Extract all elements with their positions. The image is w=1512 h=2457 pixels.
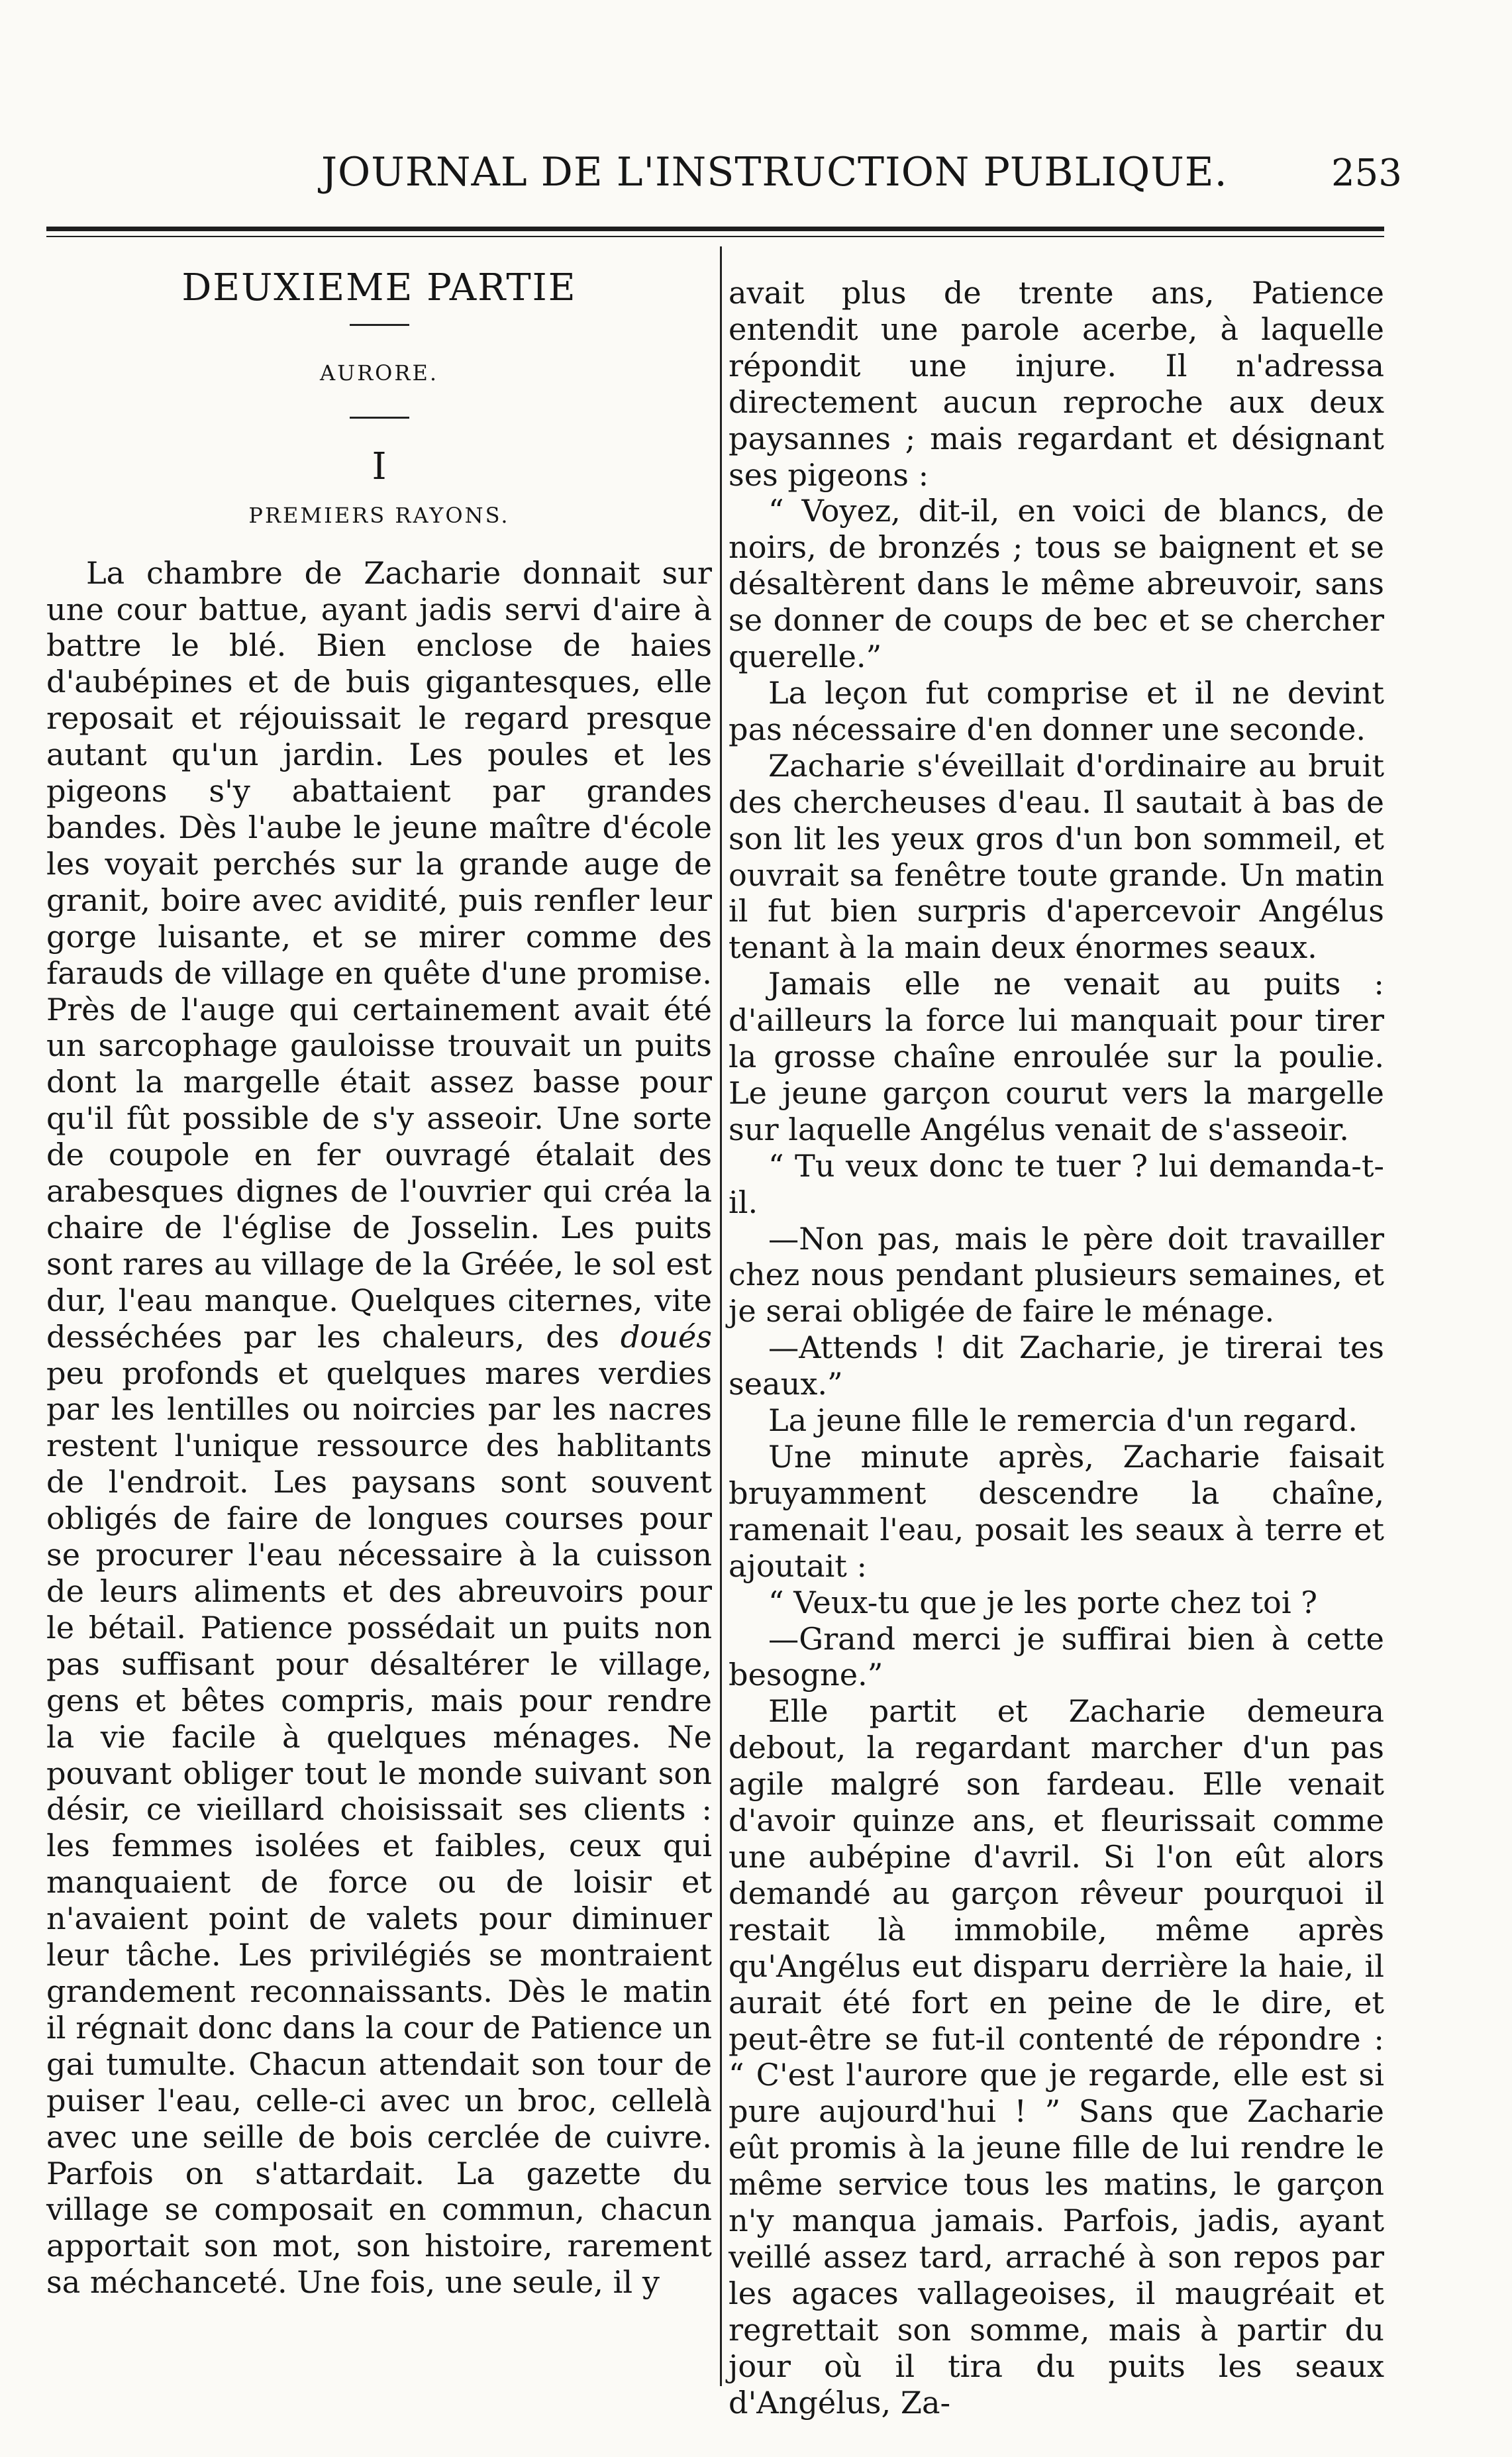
paragraph: Une minute après, Zacharie faisait bruyamment descendre la chaîne, ramenait l'eau, posait les seaux à terre et ajoutait :	[729, 1439, 1384, 1584]
paragraph: —Grand merci je suffirai bien à cette besogne.”	[729, 1620, 1384, 1693]
header-rule-thin	[46, 236, 1384, 237]
italic-word: doués	[620, 1318, 712, 1355]
paragraph: avait plus de trente ans, Patience entendit une parole acerbe, à laquelle répondit une injure. Il n'adressa directement aucun reproche aux deux paysannes ; mais regardant et désignant ses pigeons :	[729, 275, 1384, 493]
paragraph: “ Veux-tu que je les porte chez toi ?	[768, 1584, 1318, 1620]
paragraph: “ Tu veux donc te tuer ? lui demanda-t-il.	[729, 1147, 1384, 1220]
running-header	[0, 136, 1512, 195]
chapter-number: I	[372, 444, 387, 488]
paragraph: La leçon fut comprise et il ne devint pas nécessaire d'en donner une seconde.	[729, 674, 1384, 747]
right-column	[729, 275, 1384, 2421]
column-divider	[720, 246, 722, 2386]
paragraph: La jeune fille le remercia d'un regard.	[768, 1402, 1358, 1439]
paragraph: “ Voyez, dit-il, en voici de blancs, de noirs, de bronzés ; tous se baignent et se désaltèrent dans le même abreuvoir, sans se donner de coups de bec et se chercher querelle.”	[729, 493, 1384, 675]
paragraph: —Non pas, mais le père doit travailler chez nous pendant plusieurs semaines, et je serai obligée de faire le ménage.	[729, 1220, 1384, 1330]
journal-title: JOURNAL DE L'INSTRUCTION PUBLIQUE.	[321, 149, 1228, 195]
part-title: DEUXIEME PARTIE	[181, 266, 577, 309]
paragraph: Jamais elle ne venait au puits : d'ailleurs la force lui manquait pour tirer la grosse chaîne enroulée sur la poulie. Le jeune garçon courut vers la margelle sur laquelle Angélus venait de s'asseoir.	[729, 966, 1384, 1147]
section-subtitle: AURORE.	[319, 360, 439, 386]
chapter-title: PREMIERS RAYONS.	[248, 502, 510, 528]
paragraph: Zacharie s'éveillait d'ordinaire au bruit des chercheuses d'eau. Il sautait à bas de son lit les yeux gros d'un bon sommeil, et ouvrait sa fenêtre toute grande. Un matin il fut bien surpris d'apercevoir Angélus tenant à la main deux énormes seaux.	[729, 747, 1384, 966]
header-rule	[46, 227, 1384, 231]
subtitle-separator	[350, 417, 409, 419]
paragraph: La chambre de Zacharie donnait sur une cour battue, ayant jadis servi d'aire à battre le blé. Bien enclose de haies d'aubépines et de buis gigantesques, elle reposait et réjouissait le regard presque autant qu'un jardin. Les poules et les pigeons s'y abattaient par grandes bandes. Dès l'aube le jeune maître d'école les voyait perchés sur la grande auge de granit, boire avec avidité, puis renfler leur gorge luisante, et se mirer comme des farauds de village en quête d'une promise. Près de l'auge qui certainement avait été un sarcophage gauloisse trouvait un puits dont la margelle était assez basse pour qu'il fût possible de s'y asseoir. Une sorte de coupole en fer ouvragé étalait des arabesques dignes de l'ouvrier qui créa la chaire de l'église de Josselin. Les puits sont rares au village de la Gréée, le sol est dur, l'eau manque. Quelques citernes, vite desséchées par les chaleurs, des doués peu profonds et quelques mares verdies par les lentilles ou noircies par les nacres restent l'unique ressource des hablitants de l'endroit. Les paysans sont souvent obligés de faire de longues courses pour se procurer l'eau nécessaire à la cuisson de leurs aliments et des abreuvoirs pour le bétail. Patience possédait un puits non pas suffisant pour désaltérer le village, gens et bêtes compris, mais pour rendre la vie facile à quelques ménages. Ne pouvant obliger tout le monde suivant son désir, ce vieillard choisissait ses clients : les femmes isolées et faibles, ceux qui manquaient de force ou de loisir et n'avaient point de valets pour diminuer leur tâche. Les privilégiés se montraient grandement reconnaissants. Dès le matin il régnait donc dans la cour de Patience un gai tumulte. Chacun attendait son tour de puiser l'eau, celle-ci avec un broc, cellelà avec une seille de bois cerclée de cuivre. Parfois on s'attardait. La gazette du village se composait en commun, chacun apportait son mot, son histoire, rarement sa méchanceté. Une fois, une seule, il y	[46, 554, 712, 2301]
paragraph: —Attends ! dit Zacharie, je tirerai tes seaux.”	[729, 1330, 1384, 1402]
left-column	[46, 265, 712, 2301]
page-number: 253	[1331, 152, 1402, 195]
title-separator	[350, 324, 409, 326]
paragraph: Elle partit et Zacharie demeura debout, la regardant marcher d'un pas agile malgré son fardeau. Elle venait d'avoir quinze ans, et fleurissait comme une aubépine d'avril. Si l'on eût alors demandé au garçon rêveur pourquoi il restait là immobile, même après qu'Angélus eut disparu derrière la haie, il aurait été fort en peine de le dire, et peut-être se fut-il contenté de répondre : “ C'est l'aurore que je regarde, elle est si pure aujourd'hui ! ” Sans que Zacharie eût promis à la jeune fille de lui rendre le même service tous les matins, le garçon n'y manqua jamais. Parfois, jadis, ayant veillé assez tard, arraché à son repos par les agaces vallageoises, il maugréait et regrettait son somme, mais à partir du jour où il tira du puits les seaux d'Angélus, Za-	[729, 1693, 1384, 2421]
